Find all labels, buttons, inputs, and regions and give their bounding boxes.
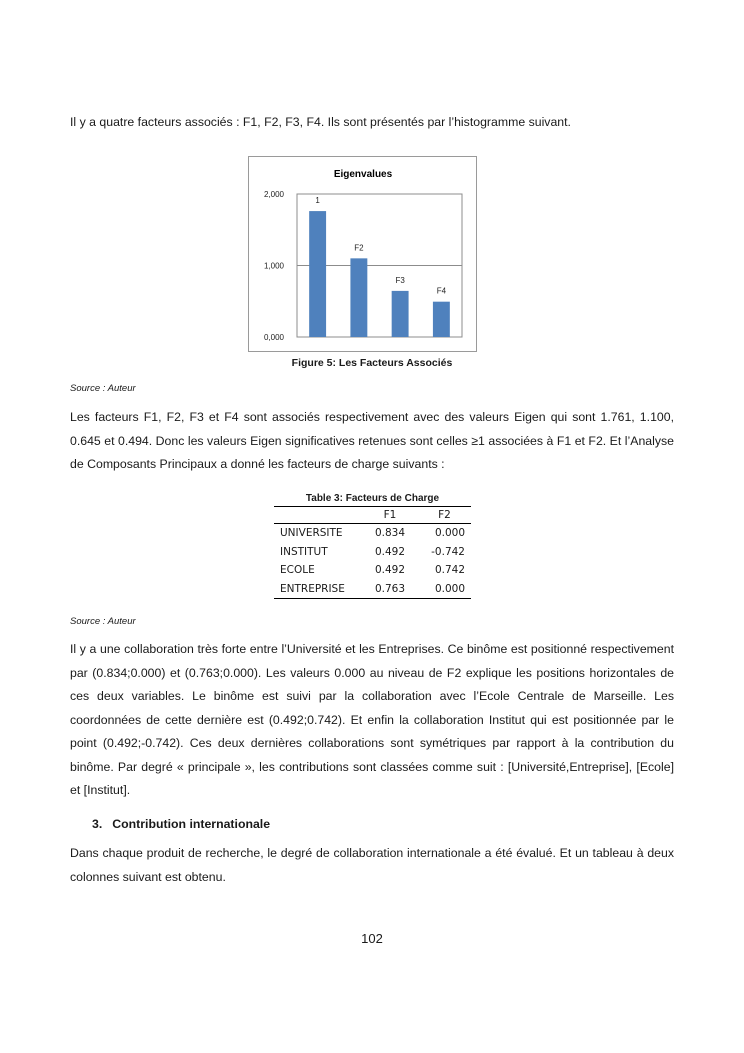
row-name: ENTREPRISE — [280, 582, 345, 595]
bar-1 — [309, 211, 326, 337]
bar-F4 — [433, 302, 450, 337]
row-f1: 0.492 — [374, 564, 406, 577]
figure-caption: Figure 5: Les Facteurs Associés — [291, 357, 453, 369]
y-tick-label: 0,000 — [263, 333, 284, 342]
row-name: ECOLE — [280, 564, 315, 577]
y-tick-label: 1,000 — [263, 261, 284, 271]
table-header-f2: F2 — [438, 509, 451, 521]
paragraph-international: Dans chaque produit de recherche, le degré de collaboration internationale a été évalué. Et un tableau à deux colonnes suivant est obtenu. — [70, 846, 674, 884]
section-heading — [92, 817, 270, 831]
table-header-f1: F1 — [383, 509, 397, 521]
table-source: Source : Auteur — [70, 616, 136, 627]
row-name: UNIVERSITE — [280, 527, 343, 540]
paragraph-eigenvalues: Les facteurs F1, F2, F3 et F4 sont associés respectivement avec des valeurs Eigen qui sont 1.761, 1.100, 0.645 et 0.494. Donc les valeurs Eigen significatives retenues sont celles ≥1 associées à F1 et F2. Et l’Analyse de Composants Principaux a donné les facteurs de charge suivants : — [70, 410, 674, 471]
bar-F2 — [350, 258, 367, 337]
row-f1: 0.763 — [374, 582, 406, 595]
section-number: 3. — [92, 817, 103, 831]
bar-data-label: 1 — [315, 196, 320, 206]
row-f1: 0.492 — [374, 545, 406, 558]
row-f2: 0.742 — [434, 564, 465, 577]
intro-paragraph: Il y a quatre facteurs associés : F1, F2, F3, F4. Ils sont présentés par l’histogramme suivant. — [70, 115, 571, 129]
table-row — [274, 543, 471, 562]
row-f2: 0.000 — [434, 527, 465, 540]
table-header-empty — [274, 507, 362, 524]
table-row — [274, 561, 471, 580]
y-tick-label: 2,000 — [263, 190, 284, 199]
section-title: Contribution internationale — [112, 817, 271, 831]
chart-svg — [249, 157, 476, 351]
table-row — [274, 580, 471, 599]
table-row — [274, 524, 471, 543]
loading-table — [274, 493, 471, 599]
chart-title: Eigenvalues — [333, 169, 393, 180]
bar-data-label: F2 — [354, 243, 364, 253]
table-grid — [274, 506, 471, 599]
bar-data-label: F4 — [436, 286, 447, 296]
page-number: 102 — [361, 931, 383, 946]
bar-F3 — [392, 291, 409, 337]
table-title: Table 3: Facteurs de Charge — [305, 493, 440, 504]
row-f2: -0.742 — [431, 545, 465, 558]
row-name: INSTITUT — [280, 545, 328, 558]
figure-source: Source : Auteur — [70, 383, 136, 394]
row-f1: 0.834 — [374, 527, 406, 540]
paragraph-collaboration: Il y a une collaboration très forte entre l’Université et les Entreprises. Ce binôme est positionné respectivement par (0.834;0.000) et (0.763;0.000). Les valeurs 0.000 au niveau de F2 explique les positions horizontales de ces deux variables. Le binôme est suivi par la collaboration avec l’Ecole Centrale de Marseille. Les coordonnées de cette dernière est (0.492;0.742). Et enfin la collaboration Institut qui est positionnée par le point (0.492;-0.742). Ces deux dernières collaborations sont symétriques par rapport à la contribution du binôme. Par degré « principale », les contributions sont classées comme suit : [Université,Entreprise], [Ecole] et [Institut]. — [70, 642, 674, 797]
eigenvalues-chart — [248, 156, 477, 352]
row-f2: 0.000 — [434, 582, 465, 595]
table-header-row — [274, 507, 471, 524]
bar-data-label: F3 — [395, 275, 405, 285]
